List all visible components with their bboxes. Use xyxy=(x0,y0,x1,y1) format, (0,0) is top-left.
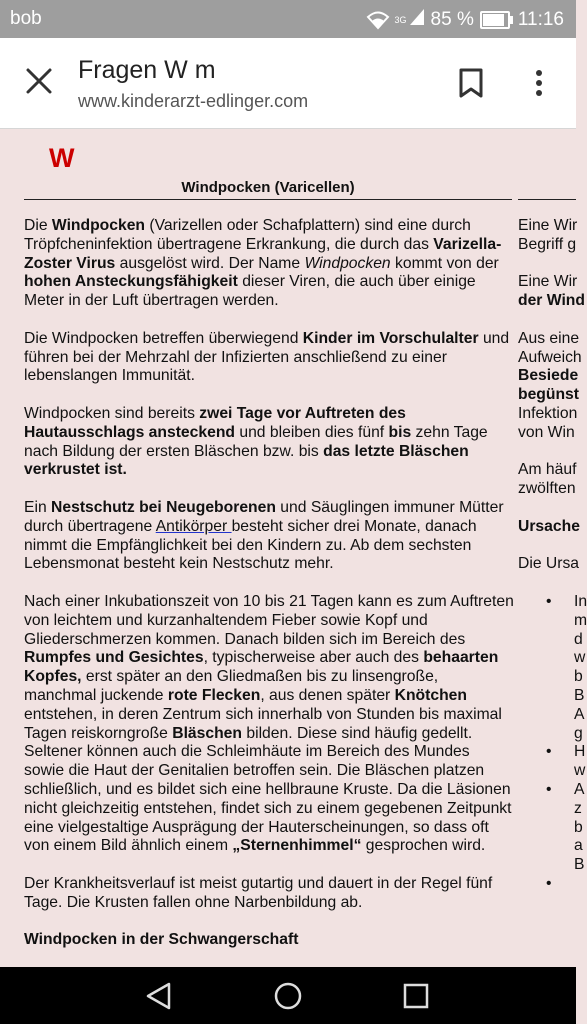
bold-text: zwei Tage vor Auftreten des Hautausschlags ansteckend xyxy=(24,404,406,441)
bookmark-icon[interactable] xyxy=(458,68,484,98)
text-run: Nach einer Inkubationszeit von 10 bis 21 Tagen kann es zum Auftreten von leichtem und kurzanhaltendem Fieber sowie Kopf und Gliederschmerzen kommen. Danach bilden sich im Bereich des xyxy=(24,592,514,648)
text-run: und bleiben dies fünf xyxy=(235,423,389,441)
text-line: Die Ursa xyxy=(518,555,580,573)
text-line: b xyxy=(574,818,583,836)
bold-text: Kinder im Vorschulalter xyxy=(302,329,479,347)
overflow-menu-icon[interactable] xyxy=(530,68,548,98)
text-line: von Win xyxy=(518,423,575,441)
text-run: besteht sicher drei Monate, danach nimmt die Empfänglichkeit bei den Kindern zu. Ab dem sechsten Lebensmonat besteht kein Nestschutz mehr. xyxy=(24,517,477,573)
spacer xyxy=(518,537,576,556)
text-run: erst später an den Gliedmaßen bis zu linsengroße, manchmal juckende xyxy=(24,668,439,704)
text-run: Ein xyxy=(24,498,52,516)
text-line: Eine Wir xyxy=(518,273,578,291)
bold-text: Knötchen xyxy=(394,686,467,704)
battery-percent: 85 % xyxy=(430,9,474,30)
text-line: zwölften xyxy=(518,480,576,498)
network-type: 3G xyxy=(394,15,407,25)
signal-icon xyxy=(409,8,425,32)
text-run: dieser Viren, die auch über einige Meter in der Luft übertragen werden. xyxy=(24,273,476,310)
bold-text: das letzte Bläschen verkrustet ist. xyxy=(24,442,469,479)
text-run: bilden. Diese sind häufig gedellt. Seltener können auch die Schleimhäute im Bereich des Mundes sowie die Haut der Genitalien betroffen sein. Die Bläschen platzen schließlich, und es bildet sich eine hellbraune Kruste. Da die Läsionen nicht gleichzeitig entstehen, findet sich zu einem gegebenen Zeitpunkt eine vielgestaltige Ausprägung der Hauterscheinungen, so dass oft von einem Bild ähnlich einem xyxy=(24,724,512,855)
bullet-line: • A xyxy=(518,781,576,800)
bold-text: Windpocken xyxy=(51,217,146,234)
status-bar xyxy=(0,0,576,38)
bold-text: bis xyxy=(388,423,412,441)
text-run: entstehen, in deren Zentrum sich innerhalb von Stunden bis maximal Tagen reiskorngroße xyxy=(24,705,502,742)
text-line: Ursache xyxy=(518,517,580,535)
text-line: B xyxy=(574,856,585,874)
bold-text: Nestschutz bei Neugeborenen xyxy=(51,498,276,516)
wifi-icon xyxy=(367,11,389,29)
page-content xyxy=(0,129,587,967)
text-run: (Varizellen oder Schafplattern) sind eine durch Tröpfcheninfektion übertragene Erkrankung, die durch das xyxy=(24,217,471,253)
text-run: , typischerweise aber auch des xyxy=(203,649,424,667)
text-run: , aus denen später xyxy=(260,686,395,704)
paragraph xyxy=(24,499,514,574)
close-icon[interactable] xyxy=(24,66,54,96)
navigation-bar xyxy=(0,967,576,1024)
bold-text: behaarten Kopfes, xyxy=(24,649,499,686)
text-line: Infektion xyxy=(518,404,578,422)
text-run: und Säuglingen immuner Mütter durch übertragene xyxy=(24,498,504,535)
bold-text: „Sternenhimmel“ xyxy=(232,837,362,855)
recents-icon[interactable] xyxy=(399,979,433,1013)
divider xyxy=(24,199,512,200)
text-run: und führen bei der Mehrzahl der Infizierten anschließend zu einer lebenslangen Immunität. xyxy=(24,329,510,385)
spacer xyxy=(518,311,576,330)
article-column xyxy=(24,217,514,950)
text-run: kommt von der xyxy=(390,254,499,272)
back-icon[interactable] xyxy=(143,979,177,1013)
text-line: Aus eine xyxy=(518,329,580,347)
text-run: Der Krankheitsverlauf ist meist gutartig und dauert in der Regel fünf Tage. Die Krusten fallen ohne Narbenbildung ab. xyxy=(24,874,493,911)
text-line: a xyxy=(574,837,583,855)
text-line: Eine Wir xyxy=(518,217,578,234)
bold-text: hohen Ansteckungsfähigkeit xyxy=(24,273,238,291)
text-line: der Wind xyxy=(518,292,585,310)
spacer xyxy=(518,499,576,518)
battery-icon xyxy=(480,11,510,29)
status-icons xyxy=(367,8,564,32)
text-run: Die xyxy=(24,217,52,234)
right-article-column xyxy=(518,217,587,894)
text-line: d xyxy=(574,630,583,648)
text-line: b xyxy=(574,668,583,686)
bold-text: Varizella-Zoster Virus xyxy=(24,235,502,272)
carrier-name: bob xyxy=(10,8,42,29)
subheading: Windpocken in der Schwangerschaft xyxy=(24,931,299,949)
section-title: Windpocken (Varicellen) xyxy=(181,179,355,196)
spacer xyxy=(518,255,576,274)
text-run: zehn Tage nach Bildung der ersten Bläschen bzw. bis xyxy=(24,423,488,460)
text-line: Am häuf xyxy=(518,461,577,479)
antikoerper-link[interactable]: Antikörper xyxy=(155,517,232,535)
text-line: A xyxy=(574,705,585,723)
italic-text: Windpocken xyxy=(304,254,391,272)
bullet-line: • H xyxy=(518,743,576,762)
text-line: w xyxy=(574,649,586,667)
page-url[interactable]: www.kinderarzt-edlinger.com xyxy=(78,91,309,111)
text-line: w xyxy=(574,762,586,780)
bold-text: rote Flecken xyxy=(167,686,261,704)
paragraph xyxy=(24,330,514,386)
text-line: Besiede xyxy=(518,367,579,385)
spacer xyxy=(518,574,576,593)
text-run: Die Windpocken betreffen überwiegend xyxy=(24,329,303,347)
clock: 11:16 xyxy=(517,9,564,30)
text-run: gesprochen wird. xyxy=(361,837,486,855)
section-letter: W xyxy=(49,143,75,173)
text-line: Begriff g xyxy=(518,235,577,253)
text-line: g xyxy=(574,724,583,742)
custom-tab-toolbar xyxy=(0,38,576,129)
bold-text: Rumpfes und Gesichtes xyxy=(24,649,204,667)
paragraph xyxy=(24,405,514,480)
bullet-line: • In xyxy=(518,593,576,612)
text-run: Windpocken sind bereits xyxy=(24,404,200,422)
bold-text: Bläschen xyxy=(172,724,242,742)
divider xyxy=(518,199,576,200)
bullet-line xyxy=(518,875,576,894)
spacer xyxy=(518,443,576,462)
home-icon[interactable] xyxy=(271,979,305,1013)
text-line: Aufweich xyxy=(518,348,582,366)
text-line: m xyxy=(574,611,587,629)
text-line: begünst xyxy=(518,386,580,404)
text-run: ausgelöst wird. Der Name xyxy=(115,254,305,272)
text-line: z xyxy=(574,799,582,817)
paragraph xyxy=(24,217,514,311)
paragraph xyxy=(24,593,514,856)
text-line: B xyxy=(574,686,585,704)
paragraph xyxy=(24,875,514,913)
page-title: Fragen W m xyxy=(78,56,216,84)
